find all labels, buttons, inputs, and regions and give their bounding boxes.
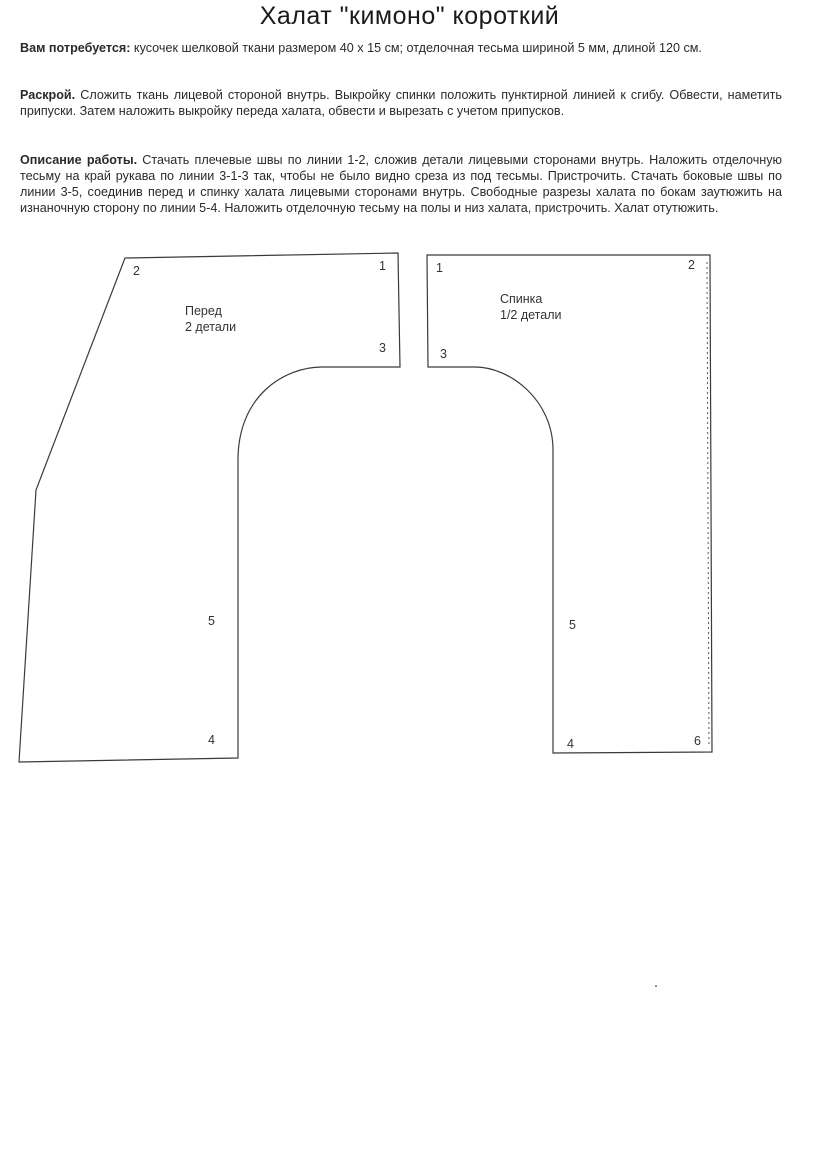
back-piece-name: Спинка [500, 292, 543, 306]
materials-text: кусочек шелковой ткани размером 40 х 15 см; отделочная тесьма шириной 5 мм, длиной 120 см. [130, 41, 702, 55]
page-title: Халат "кимоно" короткий [259, 2, 560, 30]
back-point-1: 1 [436, 261, 443, 275]
back-point-2: 2 [688, 258, 695, 272]
cutting-text: Сложить ткань лицевой стороной внутрь. Выкройку спинки положить пунктирной линией к сгибу. Обвести, наметить припуски. Затем наложить выкройку переда халата, обвести и вырезать с учетом припусков. [20, 88, 782, 118]
front-point-1: 1 [379, 259, 386, 273]
back-piece-count: 1/2 детали [500, 308, 562, 322]
back-point-3: 3 [440, 347, 447, 361]
fold-line [707, 262, 709, 746]
front-point-3: 3 [379, 341, 386, 355]
back-piece-outline [427, 255, 712, 753]
cutting-label: Раскрой. [20, 88, 76, 102]
front-point-2: 2 [133, 264, 140, 278]
scan-speck [655, 985, 657, 987]
materials-label: Вам потребуется: [20, 41, 131, 55]
back-piece-label [500, 291, 562, 323]
front-point-4: 4 [208, 733, 215, 747]
back-point-4: 4 [567, 737, 574, 751]
back-point-6: 6 [694, 734, 701, 748]
description-label: Описание работы. [20, 153, 138, 167]
front-piece-count: 2 детали [185, 320, 237, 334]
back-point-5: 5 [569, 618, 576, 632]
front-point-5: 5 [208, 614, 215, 628]
description-text: Стачать плечевые швы по линии 1-2, сложив детали лицевыми сторонами внутрь. Наложить отделочную тесьму на край рукава по линии 3-1-3 так, чтобы не было видно среза из под тесьмы. Пристрочить. Стачать боковые швы по линии 3-5, соединив перед и спинку халата лицевыми сторонами внутрь. Свободные разрезы халата по бокам заутюжить на изнаночную сторону по линии 5-4. Наложить отделочную тесьму на полы и низ халата, пристрочить. Халат отутюжить. [20, 153, 782, 215]
front-piece-label [185, 303, 236, 335]
front-piece-name: Перед [185, 304, 222, 318]
